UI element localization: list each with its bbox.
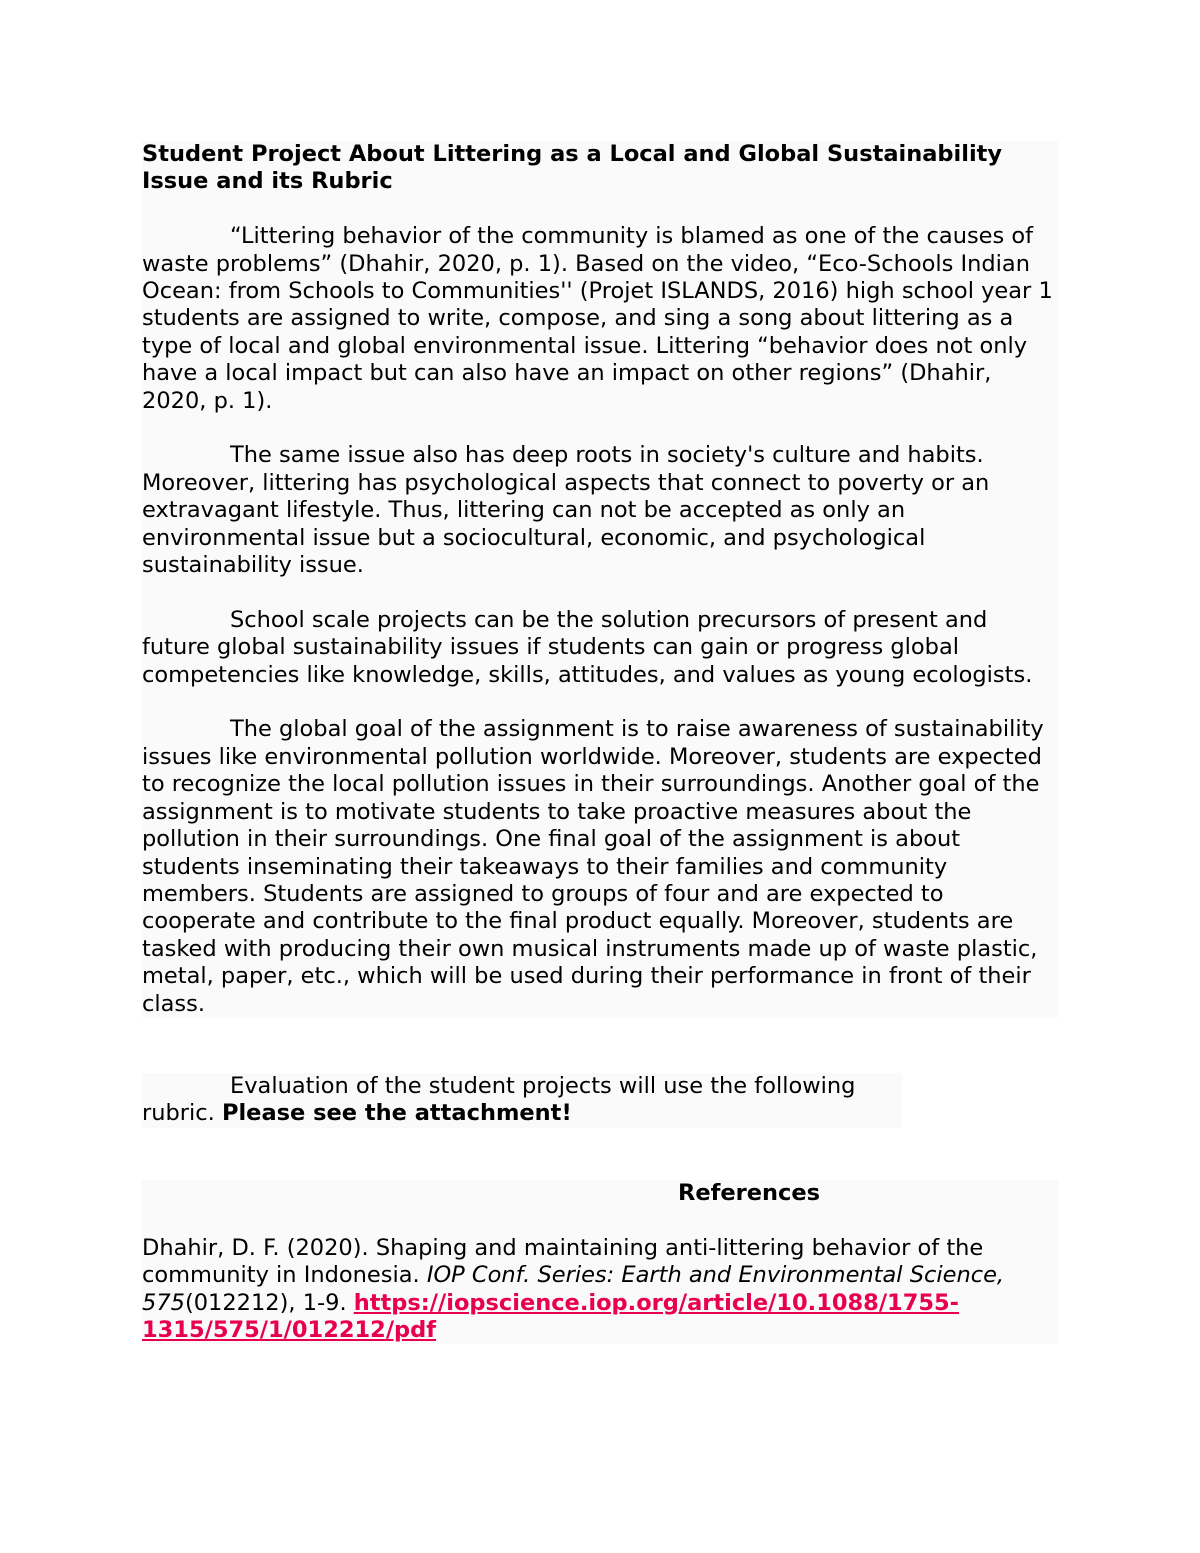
reference-entry — [142, 1235, 1058, 1345]
document-title: Student Project About Littering as a Local and Global Sustainability Issue and its Rubric — [142, 141, 1003, 195]
paragraph-school-projects: School scale projects can be the solution precursors of present and future global sustainability issues if students can gain or progress global competencies like knowledge, skills, attitudes, and values as young ecologists. — [142, 606, 1033, 688]
paragraph-intro: “Littering behavior of the community is blamed as one of the causes of waste problems” (Dhahir, 2020, p. 1). Based on the video, “Eco-Schools Indian Ocean: from Schools to Communities'' (Projet ISLANDS, 2016) high school year 1 students are assigned to write, compose, and sing a song about littering as a type of local and global environmental issue. Littering “behavior does not only have a local impact but can also have an impact on other regions” (Dhahir, 2020, p. 1). — [142, 223, 1053, 414]
references-heading: References — [678, 1180, 820, 1206]
main-content-block — [142, 141, 1058, 1018]
reference-details: (012212), 1-9. — [184, 1289, 354, 1316]
reference-authors: Dhahir, D. F. (2020). Shaping and maintaining anti-littering behavior of the community in Indonesia. — [142, 1234, 984, 1289]
reference-journal: IOP Conf. Series: Earth and Environmental Science, 575 — [142, 1262, 1005, 1316]
paragraph-goals: The global goal of the assignment is to raise awareness of sustainability issues like environmental pollution worldwide. Moreover, students are expected to recognize the local pollution issues in their surroundings. Another goal of the assignment is to motivate students to take proactive measures about the pollution in their surroundings. One final goal of the assignment is about students inseminating their takeaways to their families and community members. Students are assigned to groups of four and are expected to cooperate and contribute to the final product equally. Moreover, students are tasked with producing their own musical instruments made up of waste plastic, metal, paper, etc., which will be used during their performance in front of their class. — [142, 716, 1044, 1017]
evaluation-block — [142, 1073, 902, 1128]
reference-link[interactable]: https://iopscience.iop.org/article/10.1088/1755-1315/575/1/012212/pdf — [142, 1289, 960, 1344]
paragraph-roots: The same issue also has deep roots in society's culture and habits. Moreover, littering has psychological aspects that connect to poverty or an extravagant lifestyle. Thus, littering can not be accepted as only an environmental issue but a sociocultural, economic, and psychological sustainability issue. — [142, 442, 990, 579]
references-block — [142, 1180, 1058, 1344]
evaluation-emphasis: Please see the attachment! — [221, 1100, 572, 1127]
evaluation-text: Evaluation of the student projects will use the following rubric. — [142, 1073, 856, 1127]
evaluation-paragraph — [142, 1073, 902, 1128]
